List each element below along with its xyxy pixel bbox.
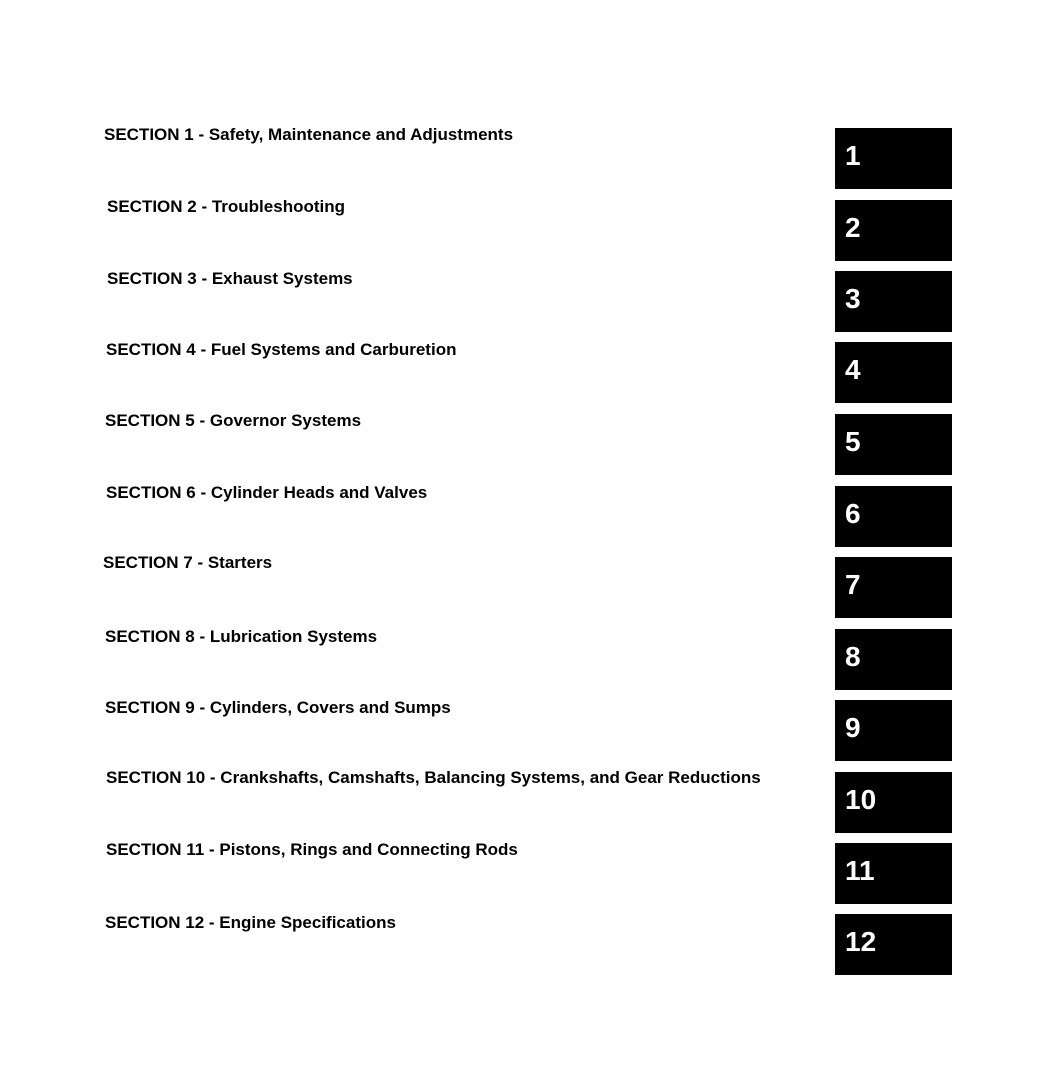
section-title-2[interactable]: SECTION 2 - Troubleshooting xyxy=(107,197,345,216)
section-title-9[interactable]: SECTION 9 - Cylinders, Covers and Sumps xyxy=(105,698,451,717)
section-title-1[interactable]: SECTION 1 - Safety, Maintenance and Adjustments xyxy=(104,125,514,144)
section-tab-10[interactable] xyxy=(835,772,952,833)
section-title-12[interactable]: SECTION 12 - Engine Specifications xyxy=(105,913,396,932)
section-title-5[interactable]: SECTION 5 - Governor Systems xyxy=(105,411,362,430)
section-tab-number: 8 xyxy=(845,641,861,672)
section-title-10[interactable]: SECTION 10 - Crankshafts, Camshafts, Balancing Systems, and Gear Reductions xyxy=(106,768,761,787)
section-tab-8[interactable] xyxy=(835,629,952,690)
section-title-7[interactable]: SECTION 7 - Starters xyxy=(103,553,273,572)
section-title-6[interactable]: SECTION 6 - Cylinder Heads and Valves xyxy=(106,483,428,502)
section-tab-number: 9 xyxy=(845,712,861,743)
section-tab-number: 2 xyxy=(845,212,861,243)
section-tab-7[interactable] xyxy=(835,557,952,618)
section-title-3[interactable]: SECTION 3 - Exhaust Systems xyxy=(107,269,353,288)
section-tab-1[interactable] xyxy=(835,128,952,189)
section-tab-number: 4 xyxy=(845,354,861,385)
section-tab-3[interactable] xyxy=(835,271,952,332)
section-tab-2[interactable] xyxy=(835,200,952,261)
section-tab-6[interactable] xyxy=(835,486,952,547)
section-title-4[interactable]: SECTION 4 - Fuel Systems and Carburetion xyxy=(106,340,457,359)
section-tab-number: 6 xyxy=(845,498,861,529)
section-tab-number: 11 xyxy=(845,855,875,886)
section-tab-12[interactable] xyxy=(835,914,952,975)
section-title-8[interactable]: SECTION 8 - Lubrication Systems xyxy=(105,627,378,646)
section-tab-9[interactable] xyxy=(835,700,952,761)
section-tab-number: 1 xyxy=(845,140,861,171)
section-tab-number: 5 xyxy=(845,426,861,457)
section-tab-5[interactable] xyxy=(835,414,952,475)
section-tab-11[interactable] xyxy=(835,843,952,904)
section-tab-4[interactable] xyxy=(835,342,952,403)
section-tab-number: 7 xyxy=(845,569,861,600)
section-tab-number: 12 xyxy=(845,926,877,957)
section-tab-number: 10 xyxy=(845,784,877,815)
section-title-11[interactable]: SECTION 11 - Pistons, Rings and Connecting Rods xyxy=(106,840,518,859)
section-tab-number: 3 xyxy=(845,283,861,314)
